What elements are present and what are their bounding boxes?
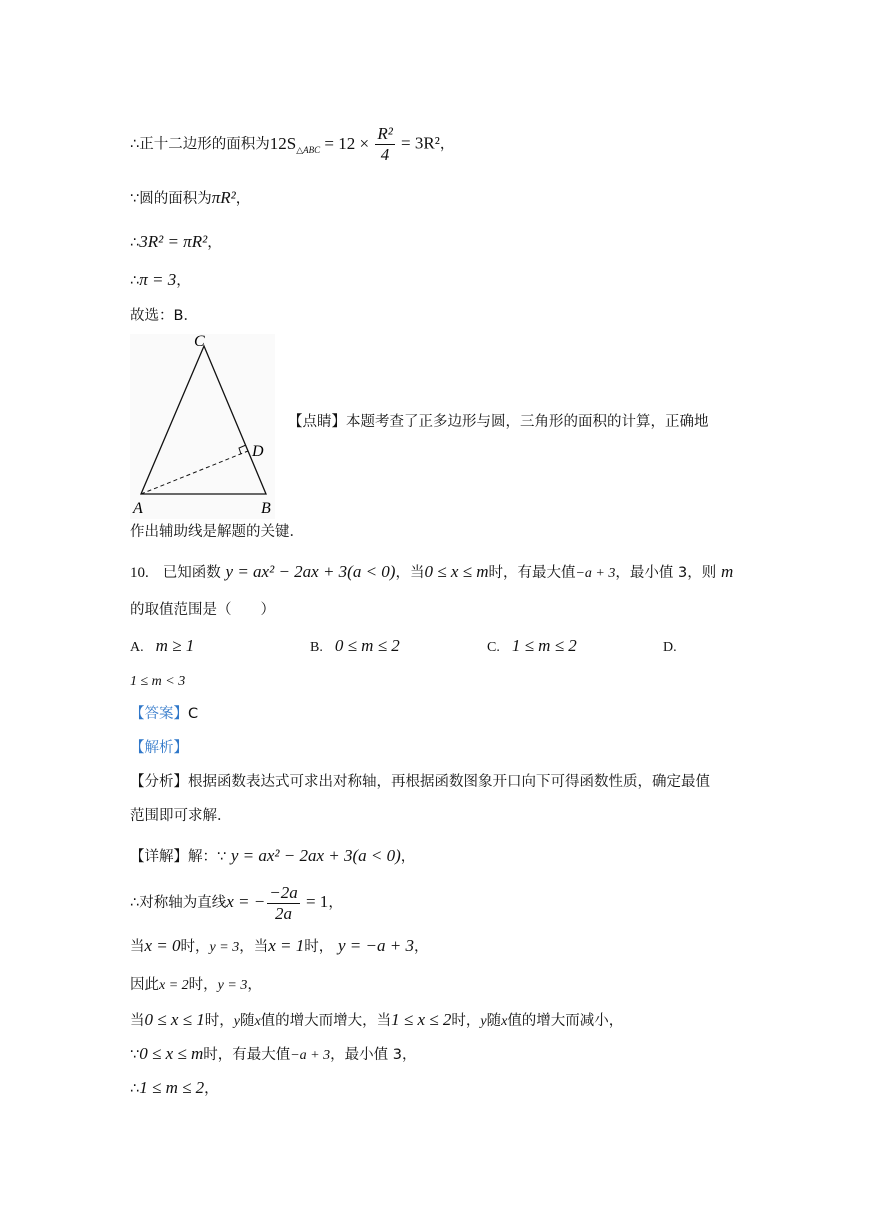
- label-c: C: [194, 334, 205, 350]
- label-d: D: [252, 443, 264, 460]
- text: ∴正十二边形的面积为: [130, 136, 270, 153]
- option-d-value: 1 ≤ m < 3: [130, 674, 186, 689]
- option-b: B. 0 ≤ m ≤ 2: [310, 636, 400, 655]
- label-b: B: [261, 500, 271, 517]
- math: π = 3: [139, 270, 177, 289]
- fraction: $\frac{-2a}{2a}$: [269, 882, 298, 923]
- step-4: ∵0 ≤ x ≤ m时，有最大值−a + 3，最小值 3，: [130, 1044, 417, 1063]
- line-pi: ∴π = 3，: [130, 270, 191, 289]
- answer-line: [130, 702, 198, 726]
- line-equation: ∴3R² = πR²，: [130, 232, 222, 251]
- answer-tag: 【答案】: [130, 706, 188, 722]
- line-dianjing: 【点睛】本题考查了正多边形与圆，三角形的面积的计算，正确地: [288, 414, 709, 430]
- label-a: A: [133, 500, 143, 517]
- fenxi-cont: 范围即可求解．: [130, 808, 232, 824]
- dianjing-tag: 【点睛】: [288, 414, 346, 430]
- line-dianjing-cont: 作出辅助线是解题的关键．: [130, 524, 304, 540]
- option-d: D.: [663, 640, 677, 655]
- analysis-tag: 【解析】: [130, 740, 188, 756]
- line-circle-area: ∵圆的面积为πR²，: [130, 188, 251, 207]
- fenxi-line: 【分析】根据函数表达式可求出对称轴，再根据函数图象开口向下可得函数性质，确定最值: [130, 774, 710, 790]
- option-c: C. 1 ≤ m ≤ 2: [487, 636, 577, 655]
- step-5: ∴1 ≤ m ≤ 2，: [130, 1078, 219, 1097]
- math: = 3R²: [396, 133, 440, 153]
- math: πR²: [211, 188, 236, 207]
- fraction: $\frac{\text{R²}}{4}$: [377, 124, 393, 164]
- line-area-12gon: ∴正十二边形的面积为$12S_{\triangle ABC} = 12$ × $\frac{\text{R²}}{4}$ = 3R²，: [130, 124, 455, 164]
- triangle-figure: [130, 334, 275, 519]
- question-number: 10.: [130, 565, 149, 581]
- question-10-line2: 的取值范围是（ ）: [130, 602, 275, 618]
- option-a: A. m ≥ 1: [130, 636, 195, 655]
- xiangjie-line: 【详解】解：∵ y = ax² − 2ax + 3(a < 0)，: [130, 846, 416, 865]
- math: 3R² = πR²: [139, 232, 208, 251]
- math: $12S_{\triangle ABC} = 12$ ×: [269, 133, 374, 155]
- step-3: 当0 ≤ x ≤ 1时，y随x值的增大而增大，当1 ≤ x ≤ 2时，y随x值的增大而减小，: [130, 1010, 624, 1029]
- axis-line: ∴对称轴为直线x = − $\frac{-2a}{2a}$ = 1，: [130, 882, 343, 923]
- step-1: 当x = 0时，y = 3，当x = 1时， y = −a + 3，: [130, 936, 429, 955]
- answer-value: C: [188, 706, 199, 722]
- step-2: 因此x = 2时，y = 3，: [130, 977, 262, 993]
- xiangjie-tag: 【详解】: [130, 849, 188, 865]
- line-choice: 故选：B．: [130, 308, 198, 324]
- question-10: 10. 已知函数 y = ax² − 2ax + 3(a < 0)，当0 ≤ x ≤ m时，有最大值−a + 3，最小值 3，则 m: [130, 562, 734, 581]
- fenxi-tag: 【分析】: [130, 774, 188, 790]
